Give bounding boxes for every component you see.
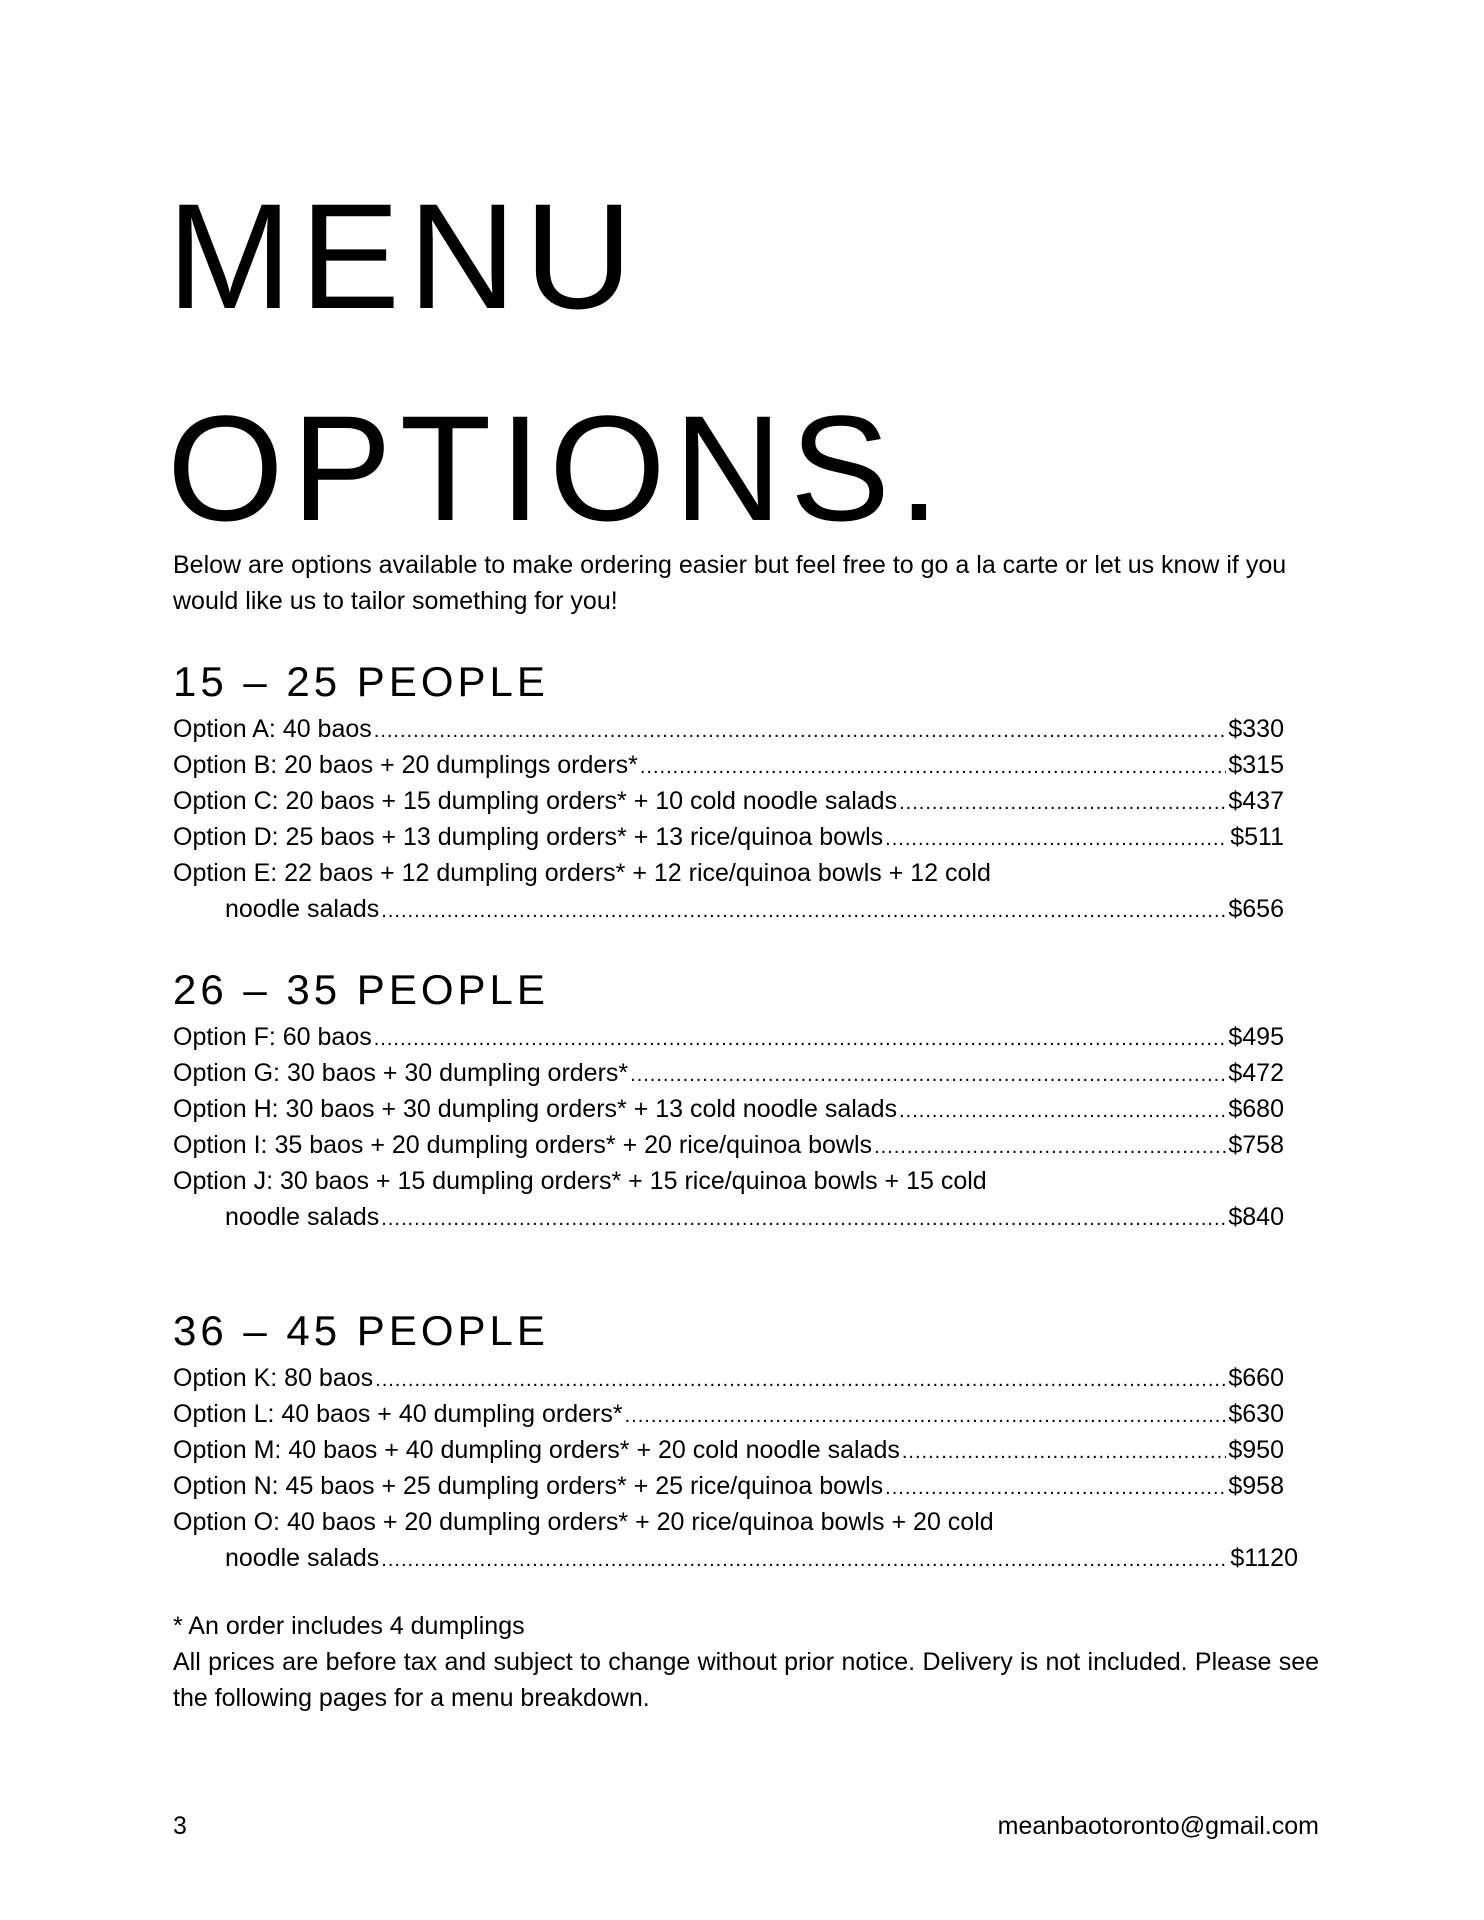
option-label: Option L: 40 baos + 40 dumpling orders* <box>173 1400 623 1428</box>
option-price: $656 <box>1228 895 1284 923</box>
option-label: Option D: 25 baos + 13 dumpling orders* + 13 rice/quinoa bowls <box>173 823 884 851</box>
dot-leader <box>885 821 1228 857</box>
dot-leader <box>885 1470 1226 1506</box>
option-row <box>173 1055 1284 1091</box>
option-label: Option J: 30 baos + 15 dumpling orders* + 15 rice/quinoa bowls + 15 cold <box>173 1167 987 1195</box>
option-label: Option E: 22 baos + 12 dumpling orders* + 12 rice/quinoa bowls + 12 cold <box>173 859 991 887</box>
option-price: $437 <box>1228 787 1284 815</box>
dot-leader <box>899 785 1226 821</box>
option-row <box>173 1127 1284 1163</box>
dot-leader <box>630 1057 1226 1093</box>
section-26-35 <box>173 961 1319 1235</box>
dot-leader <box>381 893 1226 929</box>
option-price: $495 <box>1228 1023 1284 1051</box>
option-row-continuation <box>173 1540 1298 1576</box>
notes <box>173 1608 1319 1716</box>
dot-leader <box>375 1362 1226 1398</box>
option-price: $511 <box>1230 823 1284 851</box>
option-row <box>173 1019 1284 1055</box>
option-row <box>173 783 1284 819</box>
page-title <box>167 150 948 574</box>
option-label: Option F: 60 baos <box>173 1023 372 1051</box>
document-page <box>167 0 1319 1920</box>
section-heading: 36 – 45 PEOPLE <box>173 1307 549 1354</box>
contact-email[interactable]: meanbaotoronto@gmail.com <box>997 1812 1319 1840</box>
option-row-continuation <box>173 891 1284 927</box>
dot-leader <box>874 1129 1226 1165</box>
title-line-1: MENU <box>167 172 641 340</box>
option-label-continuation: noodle salads <box>225 1544 380 1572</box>
dot-leader <box>381 1542 1228 1578</box>
option-label: Option A: 40 baos <box>173 715 372 743</box>
option-label: Option M: 40 baos + 40 dumpling orders* + 20 cold noodle salads <box>173 1436 900 1464</box>
option-row <box>173 1504 1284 1540</box>
option-row <box>173 1432 1284 1468</box>
option-row <box>173 1468 1284 1504</box>
section-heading: 15 – 25 PEOPLE <box>173 658 549 705</box>
option-row <box>173 747 1284 783</box>
option-row <box>173 1360 1284 1396</box>
option-row <box>173 711 1284 747</box>
option-price: $472 <box>1228 1059 1284 1087</box>
option-row-continuation <box>173 1199 1284 1235</box>
option-price: $1120 <box>1230 1544 1298 1572</box>
option-label: Option G: 30 baos + 30 dumpling orders* <box>173 1059 629 1087</box>
option-price: $330 <box>1228 715 1284 743</box>
option-price: $315 <box>1228 751 1284 779</box>
option-row <box>173 1163 1284 1199</box>
option-price: $660 <box>1228 1364 1284 1392</box>
option-price: $758 <box>1228 1131 1284 1159</box>
option-label-continuation: noodle salads <box>225 1203 380 1231</box>
section-15-25 <box>173 653 1319 927</box>
dot-leader <box>625 1398 1227 1434</box>
dot-leader <box>381 1201 1226 1237</box>
intro-text: Below are options available to make ordering easier but feel free to go a la carte or let us know if you would like us to tailor something for you! <box>173 551 1287 615</box>
option-label: Option C: 20 baos + 15 dumpling orders* + 10 cold noodle salads <box>173 787 898 815</box>
section-heading: 26 – 35 PEOPLE <box>173 966 549 1013</box>
dot-leader <box>374 1021 1227 1057</box>
option-row <box>173 855 1284 891</box>
option-label: Option I: 35 baos + 20 dumpling orders* + 20 rice/quinoa bowls <box>173 1131 873 1159</box>
option-row <box>173 1396 1284 1432</box>
title-line-2: OPTIONS. <box>167 384 948 552</box>
section-36-45 <box>173 1302 1319 1576</box>
option-row <box>173 1091 1284 1127</box>
option-price: $950 <box>1228 1436 1284 1464</box>
dot-leader <box>640 749 1227 785</box>
page-footer <box>173 1808 1319 1844</box>
option-label-continuation: noodle salads <box>225 895 380 923</box>
dot-leader <box>899 1093 1226 1129</box>
option-price: $840 <box>1228 1203 1284 1231</box>
option-label: Option N: 45 baos + 25 dumpling orders* + 25 rice/quinoa bowls <box>173 1472 884 1500</box>
page-number: 3 <box>173 1812 187 1840</box>
dot-leader <box>374 713 1227 749</box>
option-label: Option B: 20 baos + 20 dumplings orders* <box>173 751 638 779</box>
option-label: Option K: 80 baos <box>173 1364 374 1392</box>
disclaimer: All prices are before tax and subject to change without prior notice. Delivery is not included. Please see the following pages for a menu breakdown. <box>173 1648 1319 1712</box>
option-label: Option O: 40 baos + 20 dumpling orders* + 20 rice/quinoa bowls + 20 cold <box>173 1508 994 1536</box>
dot-leader <box>902 1434 1227 1470</box>
option-price: $680 <box>1228 1095 1284 1123</box>
footnote: * An order includes 4 dumplings <box>173 1612 525 1640</box>
option-price: $958 <box>1228 1472 1284 1500</box>
option-label: Option H: 30 baos + 30 dumpling orders* + 13 cold noodle salads <box>173 1095 898 1123</box>
option-row <box>173 819 1284 855</box>
option-price: $630 <box>1228 1400 1284 1428</box>
